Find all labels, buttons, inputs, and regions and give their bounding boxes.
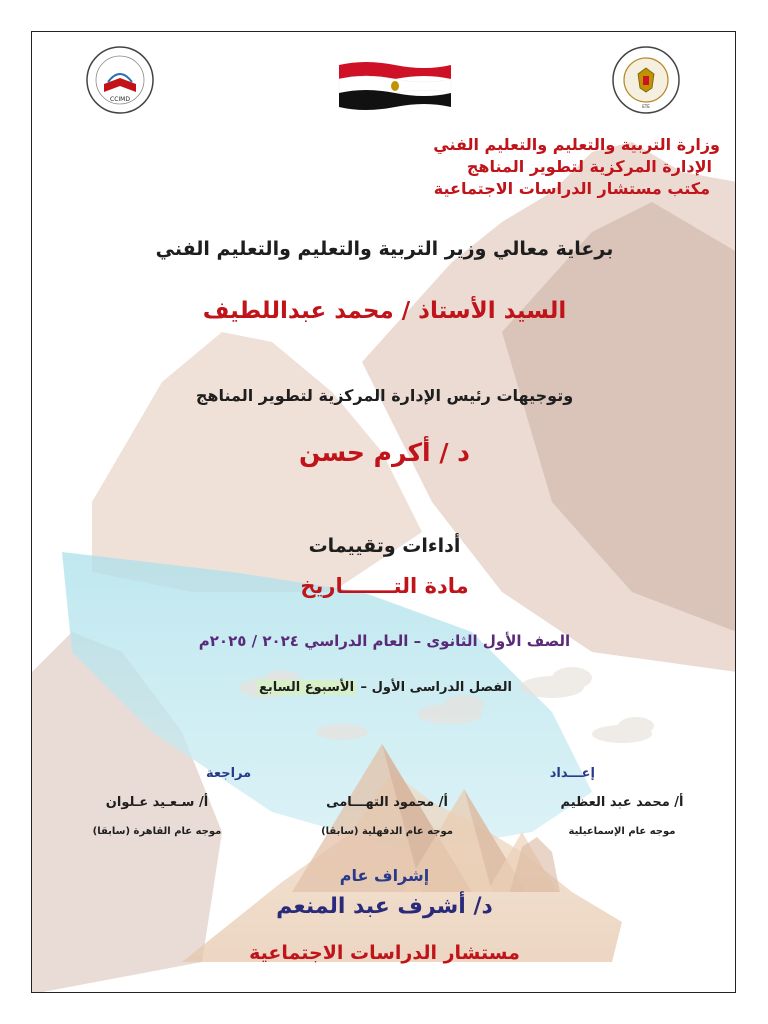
supervisor-name: د/ أشرف عبد المنعم <box>276 894 493 919</box>
person-name: أ/ سـعـيد عـلوان <box>105 795 209 810</box>
person-role: موجه عام القاهرة (سابقا) <box>92 826 222 837</box>
patronage-line: برعاية معالي وزير التربية والتعليم والتعليم الفني <box>155 238 614 260</box>
supervision-label: إشراف عام <box>339 866 430 885</box>
certificate-page <box>31 31 736 993</box>
minister-name: السيد الأستاذ / محمد عبداللطيف <box>202 298 567 324</box>
subject-name: مادة التـــــــاريخ <box>300 574 469 598</box>
ministry-line-3: مكتب مستشار الدراسات الاجتماعية <box>433 179 710 198</box>
ccimd-logo-text: CCIMD <box>110 96 130 103</box>
person-name: أ/ محمد عبد العظيم <box>560 795 684 810</box>
ministry-logo <box>610 44 682 116</box>
guidance-line: وتوجيهات رئيس الإدارة المركزية لتطوير المناهج <box>195 386 574 405</box>
prepared-label: إعـــداد <box>549 766 595 781</box>
review-label: مراجعة <box>206 766 252 781</box>
ccimd-logo <box>84 44 156 116</box>
egypt-flag-icon <box>335 59 455 111</box>
person-role: موجه عام الإسماعيلية <box>568 826 676 837</box>
term-line <box>32 680 736 695</box>
term-prefix: الفصل الدراسى الأول – <box>356 680 512 695</box>
supervisor-title: مستشار الدراسات الاجتماعية <box>249 942 520 964</box>
subject-title: أداءات وتقييمات <box>308 535 461 557</box>
ministry-line-1: وزارة التربية والتعليم والتعليم الفني <box>433 135 720 154</box>
person-role: موجه عام الدقهلية (سابقا) <box>321 826 453 837</box>
svg-text:ETE: ETE <box>642 104 650 109</box>
person-name: أ/ محمود التهـــامى <box>326 795 448 810</box>
head-name: د / أكرم حسن <box>298 438 470 467</box>
grade-line: الصف الأول الثانوى – العام الدراسي ٢٠٢٤ / ٢٠٢٥م <box>198 632 571 650</box>
week-highlight: الأسبوع السابع <box>259 680 355 695</box>
ministry-line-2: الإدارة المركزية لتطوير المناهج <box>466 157 712 176</box>
